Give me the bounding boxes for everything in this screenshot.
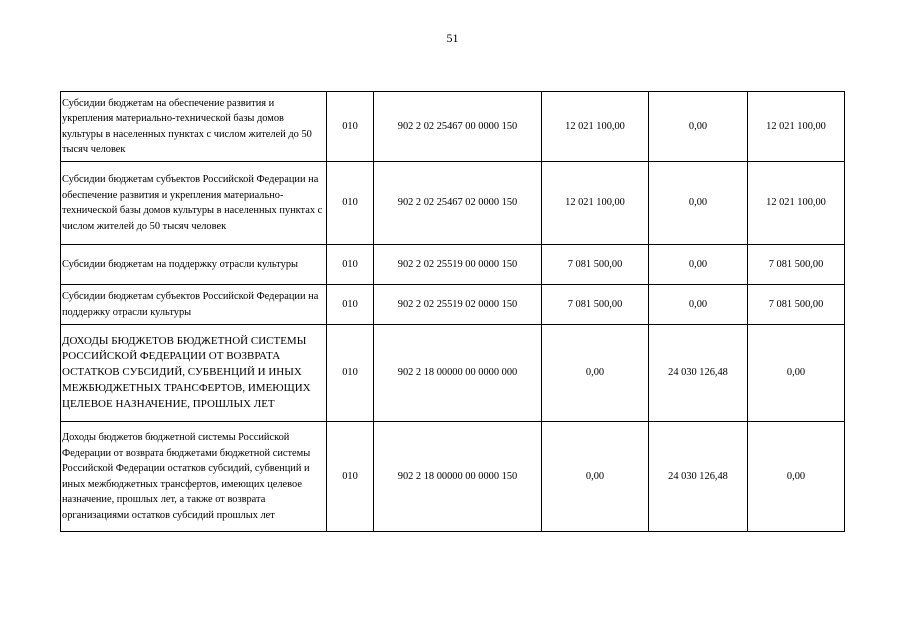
table-row (61, 285, 845, 325)
row-amount3-cell: 12 021 100,00 (748, 162, 845, 245)
row-kbk-cell: 902 2 18 00000 00 0000 150 (374, 422, 542, 532)
table-row (61, 92, 845, 162)
row-amount3-cell: 7 081 500,00 (748, 285, 845, 325)
row-code-cell: 010 (327, 92, 374, 162)
row-name-cell: Субсидии бюджетам на обеспечение развития и укрепления материально-технической базы домов культуры в населенных пунктах с числом жителей до 50 тысяч человек (61, 92, 327, 162)
budget-table (60, 91, 845, 532)
row-amount1-cell: 7 081 500,00 (542, 285, 649, 325)
row-amount1-cell: 7 081 500,00 (542, 245, 649, 285)
row-code-cell: 010 (327, 245, 374, 285)
table-row (61, 162, 845, 245)
row-kbk-cell: 902 2 02 25467 00 0000 150 (374, 92, 542, 162)
row-kbk-cell: 902 2 02 25519 02 0000 150 (374, 285, 542, 325)
row-amount1-cell: 12 021 100,00 (542, 162, 649, 245)
row-amount1-cell: 0,00 (542, 422, 649, 532)
row-kbk-cell: 902 2 02 25519 00 0000 150 (374, 245, 542, 285)
row-amount2-cell: 0,00 (649, 245, 748, 285)
row-amount3-cell: 7 081 500,00 (748, 245, 845, 285)
row-name-cell: Субсидии бюджетам субъектов Российской Федерации на поддержку отрасли культуры (61, 285, 327, 325)
row-amount1-cell: 0,00 (542, 325, 649, 422)
row-code-cell: 010 (327, 422, 374, 532)
row-amount2-cell: 0,00 (649, 285, 748, 325)
row-amount2-cell: 0,00 (649, 92, 748, 162)
row-name-cell: ДОХОДЫ БЮДЖЕТОВ БЮДЖЕТНОЙ СИСТЕМЫ РОССИЙСКОЙ ФЕДЕРАЦИИ ОТ ВОЗВРАТА ОСТАТКОВ СУБСИДИЙ, СУБВЕНЦИЙ И ИНЫХ МЕЖБЮДЖЕТНЫХ ТРАНСФЕРТОВ, ИМЕЮЩИХ ЦЕЛЕВОЕ НАЗНАЧЕНИЕ, ПРОШЛЫХ ЛЕТ (61, 325, 327, 422)
row-name-cell: Субсидии бюджетам на поддержку отрасли культуры (61, 245, 327, 285)
row-amount1-cell: 12 021 100,00 (542, 92, 649, 162)
row-kbk-cell: 902 2 18 00000 00 0000 000 (374, 325, 542, 422)
table-row (61, 325, 845, 422)
row-kbk-cell: 902 2 02 25467 02 0000 150 (374, 162, 542, 245)
row-amount2-cell: 24 030 126,48 (649, 422, 748, 532)
row-amount3-cell: 0,00 (748, 325, 845, 422)
table-row (61, 245, 845, 285)
row-code-cell: 010 (327, 285, 374, 325)
row-name-cell: Субсидии бюджетам субъектов Российской Федерации на обеспечение развития и укрепления материально-технической базы домов культуры в населенных пунктах с числом жителей до 50 тысяч человек (61, 162, 327, 245)
row-amount3-cell: 0,00 (748, 422, 845, 532)
row-code-cell: 010 (327, 162, 374, 245)
row-amount2-cell: 24 030 126,48 (649, 325, 748, 422)
page-number: 51 (446, 31, 459, 45)
table-row (61, 422, 845, 532)
row-amount2-cell: 0,00 (649, 162, 748, 245)
row-amount3-cell: 12 021 100,00 (748, 92, 845, 162)
row-name-cell: Доходы бюджетов бюджетной системы Российской Федерации от возврата бюджетами бюджетной системы Российской Федерации остатков субсидий, субвенций и иных межбюджетных трансфертов, имеющих целевое назначение, прошлых лет, а также от возврата организациями остатков субсидий прошлых лет (61, 422, 327, 532)
row-code-cell: 010 (327, 325, 374, 422)
